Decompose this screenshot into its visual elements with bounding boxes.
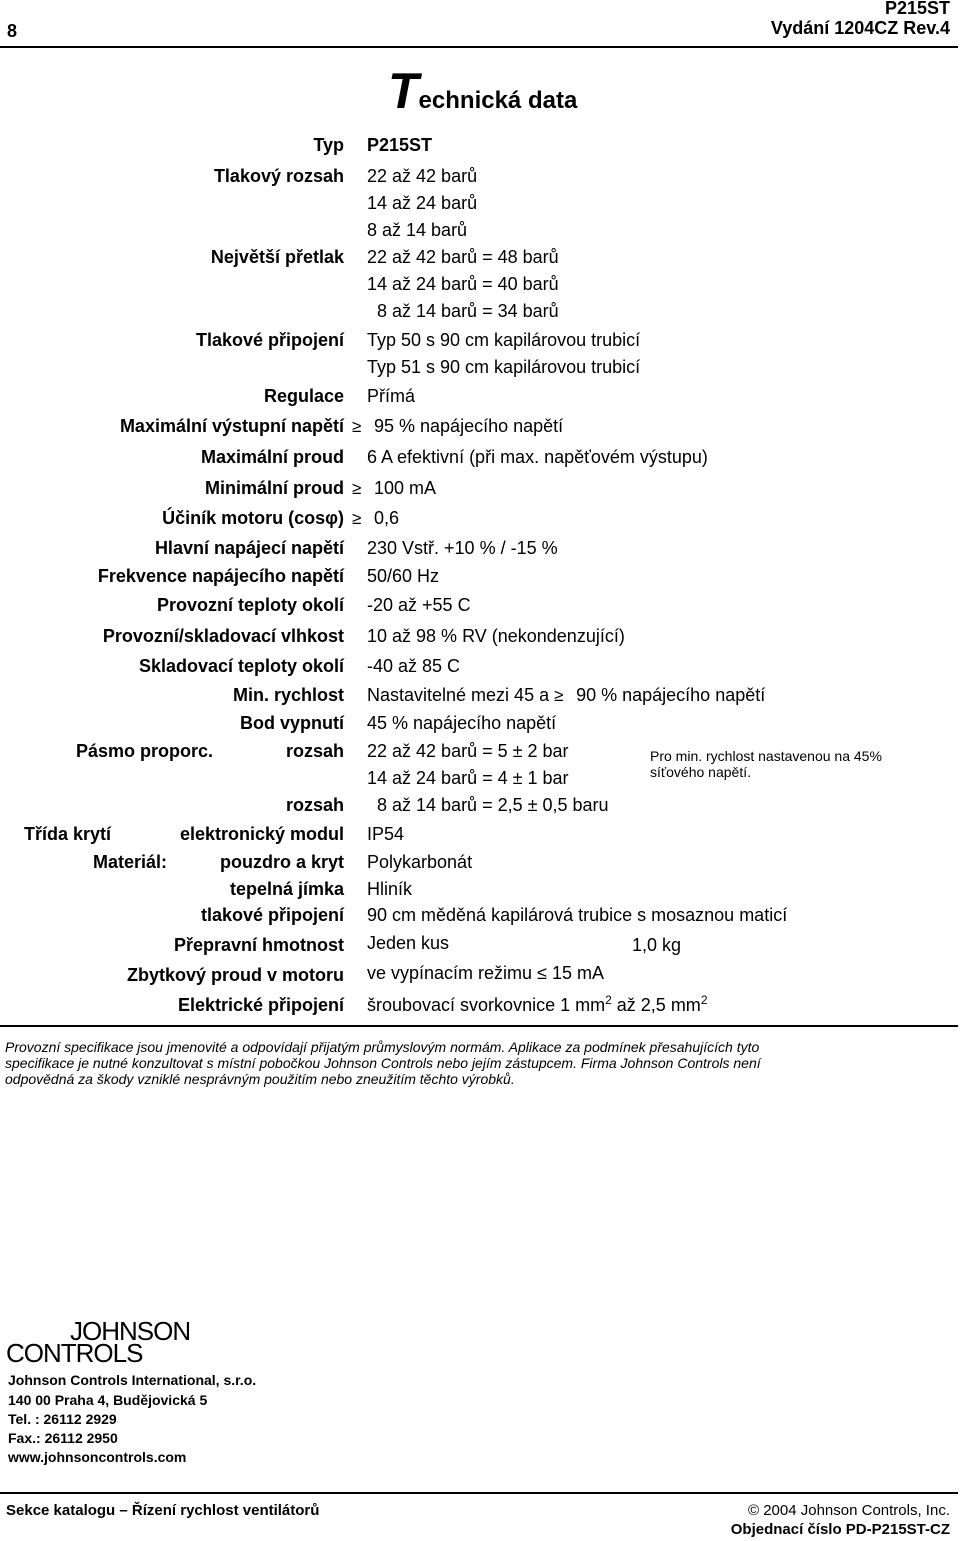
- value-pretlak-1: 22 až 42 barů = 48 barů: [367, 247, 559, 267]
- value-pripojeni-1: Typ 50 s 90 cm kapilárovou trubicí: [367, 330, 641, 350]
- label-material-pripojeni: tlakové připojení: [200, 905, 344, 925]
- value-skladovaci-teploty: -40 až 85 C: [367, 656, 461, 676]
- value-ucinik: [352, 508, 399, 529]
- value-pouzdro: Polykarbonát: [367, 852, 473, 872]
- footer-copyright: © 2004 Johnson Controls, Inc.: [747, 1502, 950, 1519]
- value-min-proud: [352, 478, 436, 499]
- label-hmotnost: Přepravní hmotnost: [173, 935, 344, 955]
- value-elektricke-pripojeni: [367, 993, 708, 1016]
- value-tlakovy-rozsah-2: 14 až 24 barů: [367, 193, 478, 213]
- label-regulace: Regulace: [263, 386, 344, 406]
- address-web: www.johnsoncontrols.com: [8, 1449, 187, 1465]
- label-vlhkost: Provozní/skladovací vlhkost: [102, 626, 344, 646]
- value-provozni-teploty: -20 až +55 C: [367, 595, 471, 615]
- label-zbytkovy-proud: Zbytkový proud v motoru: [126, 965, 344, 985]
- value-hmotnost-amount: 1,0 kg: [632, 935, 682, 955]
- label-provozni-teploty: Provozní teploty okolí: [156, 595, 344, 615]
- title-initial: T: [388, 63, 419, 119]
- address-fax: Fax.: 26112 2950: [8, 1430, 118, 1446]
- section-title: [388, 63, 578, 119]
- value-hmotnost-name: Jeden kus: [367, 933, 450, 953]
- label-elektricke-pripojeni: Elektrické připojení: [177, 995, 344, 1015]
- value-text: až 2,5 mm: [611, 995, 701, 1015]
- ge-symbol: ≥: [554, 686, 564, 705]
- value-max-vystupni-napeti: [352, 416, 563, 437]
- value-typ: P215ST: [367, 135, 433, 155]
- label-ucinik: Účiník motoru (cosφ): [162, 508, 344, 528]
- address-tel: Tel. : 26112 2929: [8, 1411, 117, 1427]
- value-text: šroubovací svorkovnice 1 mm: [367, 995, 606, 1015]
- value-pripojeni-2: Typ 51 s 90 cm kapilárovou trubicí: [367, 357, 641, 377]
- value-material-pripojeni: 90 cm měděná kapilárová trubice s mosaznou maticí: [367, 905, 788, 925]
- label-tepelna-jimka: tepelná jímka: [229, 879, 344, 899]
- doc-code: P215ST: [884, 0, 950, 18]
- value-zbytkovy-proud: [367, 963, 604, 984]
- address-street: 140 00 Praha 4, Budějovická 5: [8, 1392, 208, 1408]
- label-pasmo-rozsah-2: rozsah: [285, 795, 344, 815]
- label-pouzdro: pouzdro a kryt: [219, 852, 344, 872]
- ge-symbol: ≥: [352, 417, 362, 436]
- value-text: 90 % napájecího napětí: [576, 685, 766, 705]
- disclaimer-line-3: odpovědná za škody vzniklé nesprávným použitím nebo zneužitím těchto výrobků.: [5, 1071, 515, 1087]
- superscript: 2: [700, 993, 708, 1007]
- logo-line-1: JOHNSON: [70, 1316, 191, 1346]
- ge-symbol: ≥: [352, 509, 362, 528]
- label-tlakove-pripojeni: Tlakové připojení: [195, 330, 344, 350]
- page-number: 8: [7, 21, 18, 41]
- value-pretlak-3: 8 až 14 barů = 34 barů: [377, 301, 559, 321]
- footer-rule: [0, 1492, 958, 1494]
- label-pasmo: Pásmo proporc.: [76, 741, 214, 761]
- label-skladovaci-teploty: Skladovací teploty okolí: [138, 656, 344, 676]
- value-tlakovy-rozsah-3: 8 až 14 barů: [367, 220, 468, 240]
- pasmo-note-2: síťového napětí.: [650, 764, 751, 780]
- value-vlhkost: 10 až 98 % RV (nekondenzující): [367, 626, 625, 646]
- label-material: Materiál:: [93, 852, 168, 872]
- label-elektronicky-modul: elektronický modul: [179, 824, 344, 844]
- label-trida-kryti: Třída krytí: [24, 824, 112, 844]
- edition: Vydání 1204CZ Rev.4: [770, 18, 950, 38]
- footer-section: Sekce katalogu – Řízení rychlost ventilátorů: [6, 1502, 320, 1519]
- title-rest: echnická data: [418, 87, 578, 114]
- value-pasmo-2: 14 až 24 barů = 4 ± 1 bar: [367, 768, 569, 788]
- value-ip: IP54: [367, 824, 405, 844]
- disclaimer-line-2: specifikace je nutné konzultovat s místní pobočkou Johnson Controls nebo jejím zástupcem. Firma Johnson Controls není: [5, 1055, 761, 1071]
- label-bod-vypnuti: Bod vypnutí: [240, 713, 344, 733]
- header-rule: [0, 46, 958, 48]
- label-nejvetsi-pretlak: Největší přetlak: [210, 247, 344, 267]
- value-pasmo-1: 22 až 42 barů = 5 ± 2 bar: [367, 741, 569, 761]
- value-pretlak-2: 14 až 24 barů = 40 barů: [367, 274, 559, 294]
- footer-order: Objednací číslo PD-P215ST-CZ: [730, 1521, 950, 1538]
- value-pasmo-3: 8 až 14 barů = 2,5 ± 0,5 baru: [377, 795, 609, 815]
- value-frekvence: 50/60 Hz: [367, 566, 440, 586]
- value-text: ve vypínacím režimu: [367, 963, 538, 983]
- label-pasmo-rozsah: rozsah: [285, 741, 344, 761]
- value-hlavni-napeti: 230 Vstř. +10 % / -15 %: [367, 538, 558, 558]
- value-min-rychlost: [367, 685, 765, 706]
- label-max-vystupni-napeti: Maximální výstupní napětí: [119, 416, 344, 436]
- ge-symbol: ≥: [352, 479, 362, 498]
- disclaimer-line-1: Provozní specifikace jsou jmenovité a odpovídají přijatým průmyslovým normám. Aplikace za podmínek přesahujících tyto: [5, 1039, 760, 1055]
- label-typ: Typ: [313, 135, 344, 155]
- table-bottom-rule: [0, 1025, 958, 1027]
- address-company: Johnson Controls International, s.r.o.: [8, 1372, 257, 1388]
- value-text: 100 mA: [374, 478, 437, 498]
- label-hlavni-napeti: Hlavní napájecí napětí: [154, 538, 344, 558]
- label-max-proud: Maximální proud: [200, 447, 344, 467]
- value-text: 0,6: [374, 508, 400, 528]
- label-min-proud: Minimální proud: [205, 478, 344, 498]
- value-text: Nastavitelné mezi 45 a: [367, 685, 555, 705]
- value-tepelna-jimka: Hliník: [367, 879, 413, 899]
- value-regulace: Přímá: [367, 386, 416, 406]
- value-max-proud: 6 A efektivní (při max. napěťovém výstupu): [367, 447, 708, 467]
- label-min-rychlost: Min. rychlost: [232, 685, 344, 705]
- value-text: 95 % napájecího napětí: [374, 416, 564, 436]
- pasmo-note-1: Pro min. rychlost nastavenou na 45%: [650, 748, 882, 764]
- superscript: 2: [605, 993, 612, 1007]
- label-tlakovy-rozsah: Tlakový rozsah: [213, 166, 344, 186]
- logo-line-2: CONTROLS: [6, 1338, 143, 1368]
- value-tlakovy-rozsah-1: 22 až 42 barů: [367, 166, 478, 186]
- value-bod-vypnuti: 45 % napájecího napětí: [367, 713, 557, 733]
- le-symbol: ≤: [537, 963, 547, 983]
- value-text: 15 mA: [546, 963, 604, 983]
- label-frekvence: Frekvence napájecího napětí: [97, 566, 344, 586]
